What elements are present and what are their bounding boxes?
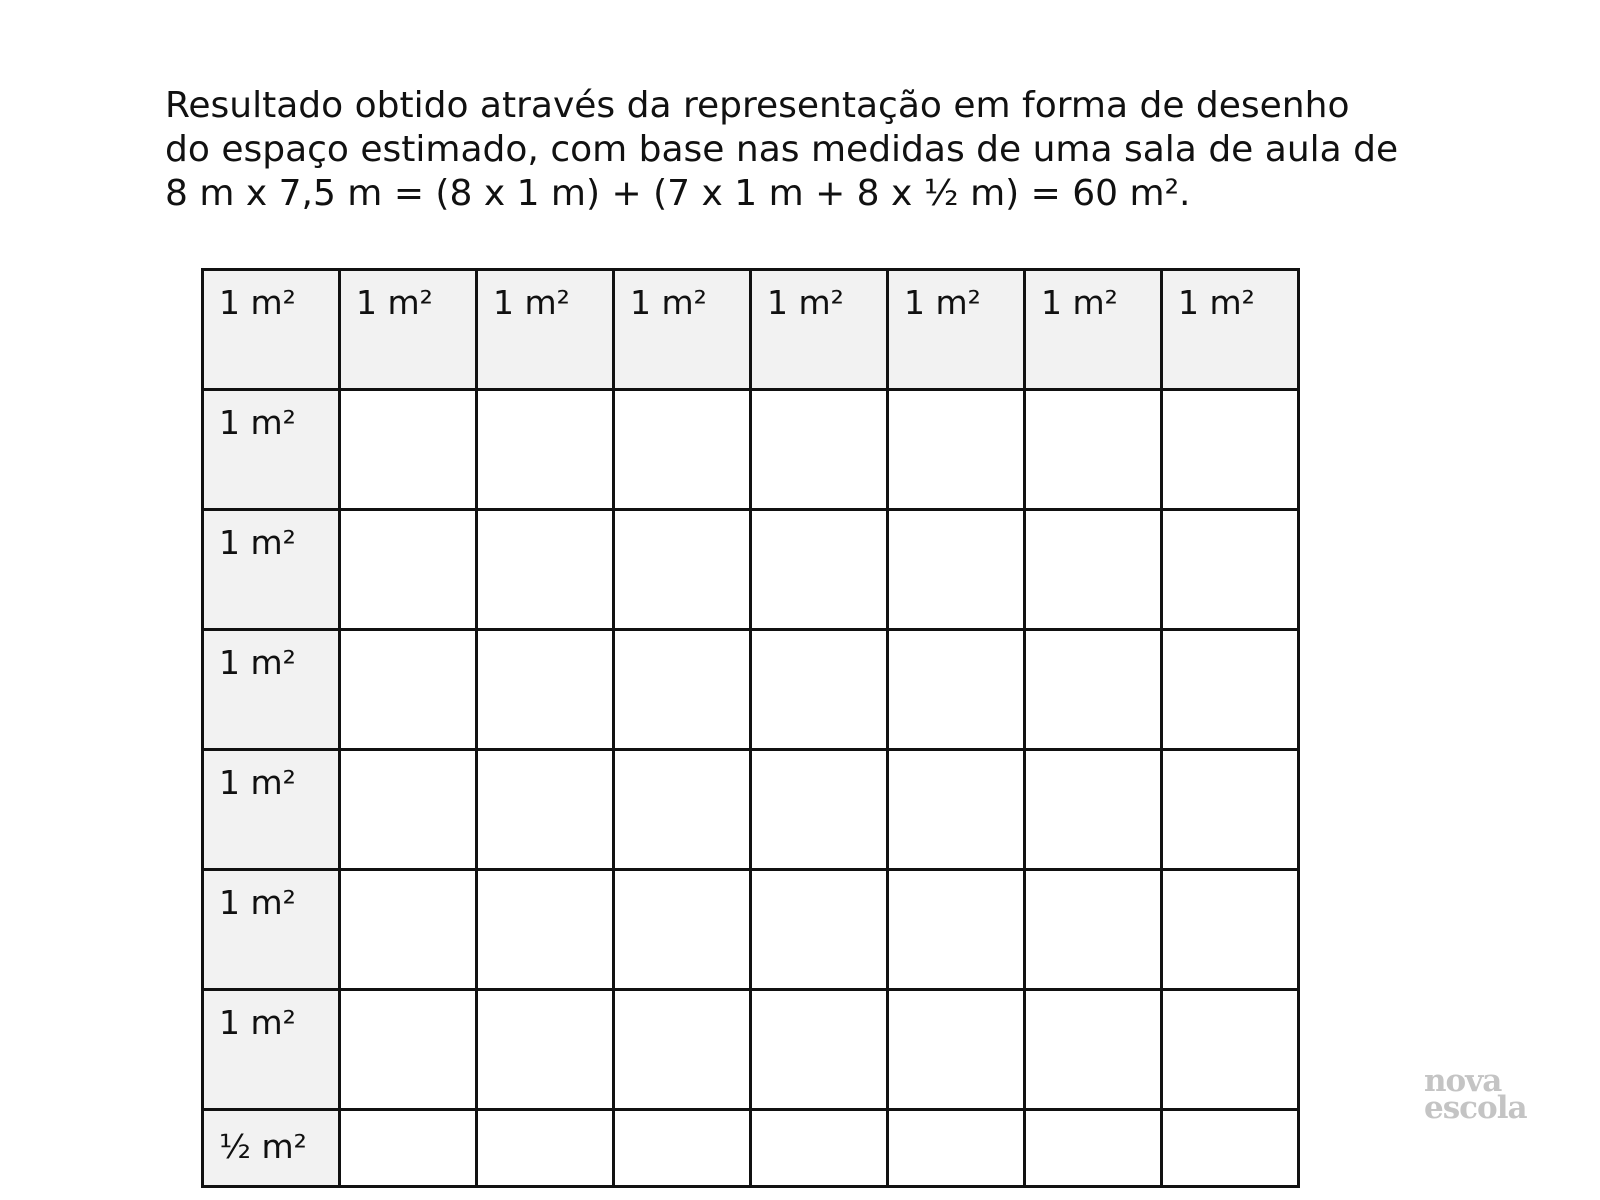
grid-row [203,990,1299,1110]
grid-cell [477,1110,614,1187]
grid-cell [477,390,614,510]
grid-cell [340,1110,477,1187]
grid-cell [614,510,751,630]
grid-cell [751,750,888,870]
grid-cell [888,870,1025,990]
cell-area-label: 1 m² [356,283,433,322]
grid-cell [1025,990,1162,1110]
grid-cell [751,390,888,510]
grid-cell [477,990,614,1110]
grid-cell [888,750,1025,870]
grid-cell [1025,870,1162,990]
area-grid-table [201,268,1300,1188]
grid-cell [477,270,614,390]
grid-cell [614,390,751,510]
grid-cell [203,990,340,1110]
grid-cell [203,630,340,750]
grid-cell [1162,630,1299,750]
grid-row [203,870,1299,990]
grid-cell [203,870,340,990]
cell-area-label: ½ m² [219,1127,307,1166]
cell-area-label: 1 m² [767,283,844,322]
grid-cell [1025,1110,1162,1187]
grid-cell [1025,390,1162,510]
nova-escola-logo [1424,1063,1554,1126]
grid-cell [1162,990,1299,1110]
cell-area-label: 1 m² [904,283,981,322]
grid-row [203,270,1299,390]
grid-cell [477,510,614,630]
grid-cell [1025,750,1162,870]
grid-cell [1162,390,1299,510]
grid-cell [1162,270,1299,390]
grid-cell [203,750,340,870]
grid-row [203,390,1299,510]
grid-row [203,750,1299,870]
cell-area-label: 1 m² [219,763,296,802]
cell-area-label: 1 m² [219,403,296,442]
description-line-1: Resultado obtido através da representação em forma de desenho [165,85,1350,126]
grid-cell [888,390,1025,510]
grid-cell [888,270,1025,390]
grid-cell [888,510,1025,630]
grid-cell [477,750,614,870]
cell-area-label: 1 m² [630,283,707,322]
grid-cell [203,390,340,510]
grid-cell [340,270,477,390]
description-line-2: do espaço estimado, com base nas medidas de uma sala de aula de [165,129,1399,170]
grid-cell [751,630,888,750]
cell-area-label: 1 m² [1041,283,1118,322]
grid-cell [1025,630,1162,750]
grid-cell [751,270,888,390]
grid-cell [340,510,477,630]
logo-line-1: nova [1424,1063,1502,1099]
grid-cell [614,750,751,870]
grid-cell [751,990,888,1110]
logo-line-2: escola [1424,1090,1527,1126]
cell-area-label: 1 m² [493,283,570,322]
grid-cell [751,510,888,630]
grid-row [203,1110,1299,1187]
grid-cell [888,630,1025,750]
grid-cell [340,390,477,510]
grid-cell [1162,1110,1299,1187]
description-text [165,84,1465,216]
grid-cell [888,990,1025,1110]
grid-cell [203,270,340,390]
grid-cell [751,1110,888,1187]
grid-cell [614,270,751,390]
grid-cell [203,510,340,630]
cell-area-label: 1 m² [219,1003,296,1042]
grid-cell [1162,750,1299,870]
grid-cell [340,630,477,750]
cell-area-label: 1 m² [219,883,296,922]
grid-cell [751,870,888,990]
cell-area-label: 1 m² [1178,283,1255,322]
grid-cell [340,870,477,990]
grid-cell [340,750,477,870]
grid-cell [1162,870,1299,990]
grid-cell [888,1110,1025,1187]
grid-row [203,630,1299,750]
grid-row [203,510,1299,630]
cell-area-label: 1 m² [219,643,296,682]
grid-cell [614,990,751,1110]
cell-area-label: 1 m² [219,523,296,562]
grid-cell [477,630,614,750]
grid-cell [477,870,614,990]
grid-cell [203,1110,340,1187]
grid-cell [614,1110,751,1187]
grid-cell [340,990,477,1110]
grid-cell [614,870,751,990]
grid-cell [1025,510,1162,630]
grid-cell [1162,510,1299,630]
description-line-3: 8 m x 7,5 m = (8 x 1 m) + (7 x 1 m + 8 x ½ m) = 60 m². [165,173,1191,214]
cell-area-label: 1 m² [219,283,296,322]
grid-cell [1025,270,1162,390]
grid-cell [614,630,751,750]
